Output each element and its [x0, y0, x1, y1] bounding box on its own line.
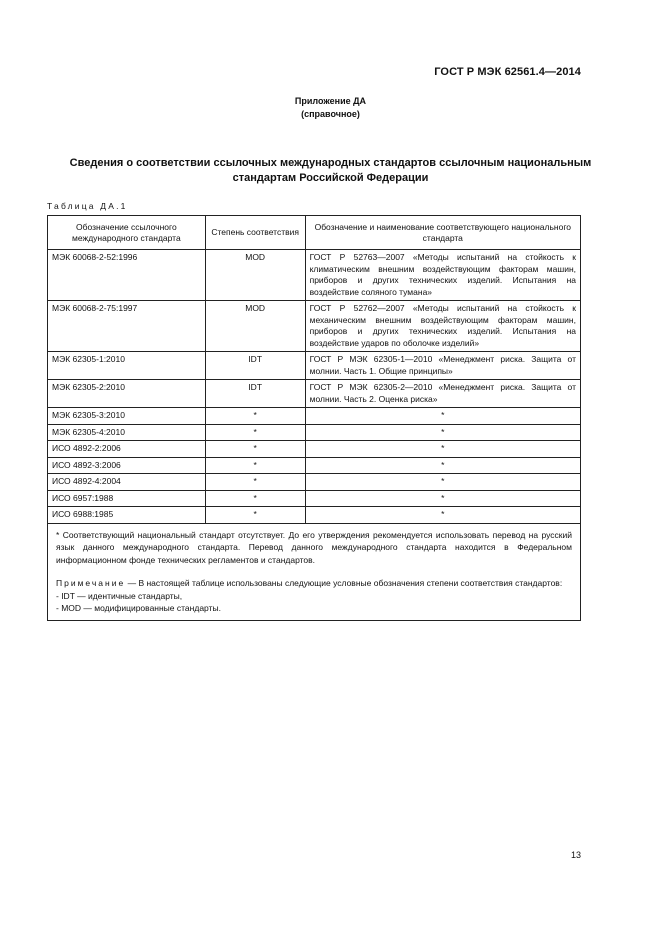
column-header-national: Обозначение и наименование соответствующего национального стандарта — [305, 216, 580, 250]
table-row — [48, 352, 581, 380]
note-item-idt: - IDT — идентичные стандарты, — [56, 590, 183, 601]
degree-of-correspondence: * — [205, 457, 305, 474]
national-standard: ГОСТ Р 52763—2007 «Методы испытаний на стойкость к климатическим внешним воздействующим факторам машин, приборов и других технических изделий. Испытания на воздействие соляного тумана» — [305, 250, 580, 301]
national-standard: ГОСТ Р 52762—2007 «Методы испытаний на стойкость к механическим внешним воздействующим факторам машин, приборов и других технических изделий. Испытания на воздействие ударов по оболочке изделий» — [305, 301, 580, 352]
national-standard: * — [305, 424, 580, 441]
national-standard: * — [305, 441, 580, 458]
section-title-line-1: Сведения о соответствии ссылочных международных стандартов ссылочным национальным — [69, 157, 592, 169]
appendix-subtitle: (справочное) — [301, 109, 360, 119]
national-standard: * — [305, 474, 580, 491]
degree-of-correspondence: MOD — [205, 301, 305, 352]
degree-of-correspondence: * — [205, 408, 305, 425]
international-standard: МЭК 62305-1:2010 — [48, 352, 206, 380]
international-standard: ИСО 4892-3:2006 — [48, 457, 206, 474]
section-title-line-2: стандартам Российской Федерации — [232, 172, 429, 184]
footnote-text: * Соответствующий национальный стандарт отсутствует. До его утверждения рекомендуется использовать перевод на русский язык данного международного стандарта. Перевод данного международного стандарта находится в Федеральном информационном фонде технических регламентов и стандартов. — [56, 529, 572, 565]
column-header-degree: Степень соответствия — [205, 216, 305, 250]
table-row — [48, 490, 581, 507]
national-standard: * — [305, 408, 580, 425]
document-header: ГОСТ Р МЭК 62561.4—2014 — [434, 66, 581, 78]
international-standard: МЭК 60068-2-75:1997 — [48, 301, 206, 352]
table-row — [48, 424, 581, 441]
international-standard: ИСО 6988:1985 — [48, 507, 206, 524]
column-header-international: Обозначение ссылочного международного стандарта — [48, 216, 206, 250]
international-standard: ИСО 4892-4:2004 — [48, 474, 206, 491]
note-item-mod: - MOD — модифицированные стандарты. — [56, 603, 221, 613]
international-standard: МЭК 62305-2:2010 — [48, 380, 206, 408]
national-standard: * — [305, 490, 580, 507]
international-standard: МЭК 62305-3:2010 — [48, 408, 206, 425]
note-label: Примечание — [56, 578, 126, 588]
international-standard: МЭК 60068-2-52:1996 — [48, 250, 206, 301]
table-row — [48, 507, 581, 524]
page-number: 13 — [570, 850, 581, 860]
international-standard: ИСО 6957:1988 — [48, 490, 206, 507]
national-standard: * — [305, 457, 580, 474]
international-standard: МЭК 62305-4:2010 — [48, 424, 206, 441]
table-row — [48, 441, 581, 458]
note-text: — В настоящей таблице использованы следующие условные обозначения степени соответствия стандартов: — [127, 578, 563, 588]
table-row — [48, 250, 581, 301]
degree-of-correspondence: * — [205, 441, 305, 458]
table-row — [48, 408, 581, 425]
table-row — [48, 301, 581, 352]
note-paragraph — [56, 577, 572, 590]
degree-of-correspondence: IDT — [205, 380, 305, 408]
degree-of-correspondence: * — [205, 474, 305, 491]
table-header-row — [48, 216, 581, 250]
table-label: Таблица ДА.1 — [47, 201, 128, 211]
national-standard: * — [305, 507, 580, 524]
degree-of-correspondence: * — [205, 424, 305, 441]
appendix-heading — [0, 95, 661, 121]
table-footnote-row — [48, 523, 581, 620]
table-row — [48, 380, 581, 408]
correspondence-table — [47, 215, 581, 621]
table-row — [48, 474, 581, 491]
table-footnote-cell — [48, 523, 581, 620]
section-title — [40, 156, 621, 186]
national-standard: ГОСТ Р МЭК 62305-2—2010 «Менеджмент риска. Защита от молнии. Часть 2. Оценка риска» — [305, 380, 580, 408]
degree-of-correspondence: * — [205, 507, 305, 524]
national-standard: ГОСТ Р МЭК 62305-1—2010 «Менеджмент риска. Защита от молнии. Часть 1. Общие принципы» — [305, 352, 580, 380]
degree-of-correspondence: * — [205, 490, 305, 507]
degree-of-correspondence: MOD — [205, 250, 305, 301]
degree-of-correspondence: IDT — [205, 352, 305, 380]
international-standard: ИСО 4892-2:2006 — [48, 441, 206, 458]
appendix-title: Приложение ДА — [294, 96, 367, 106]
table-row — [48, 457, 581, 474]
